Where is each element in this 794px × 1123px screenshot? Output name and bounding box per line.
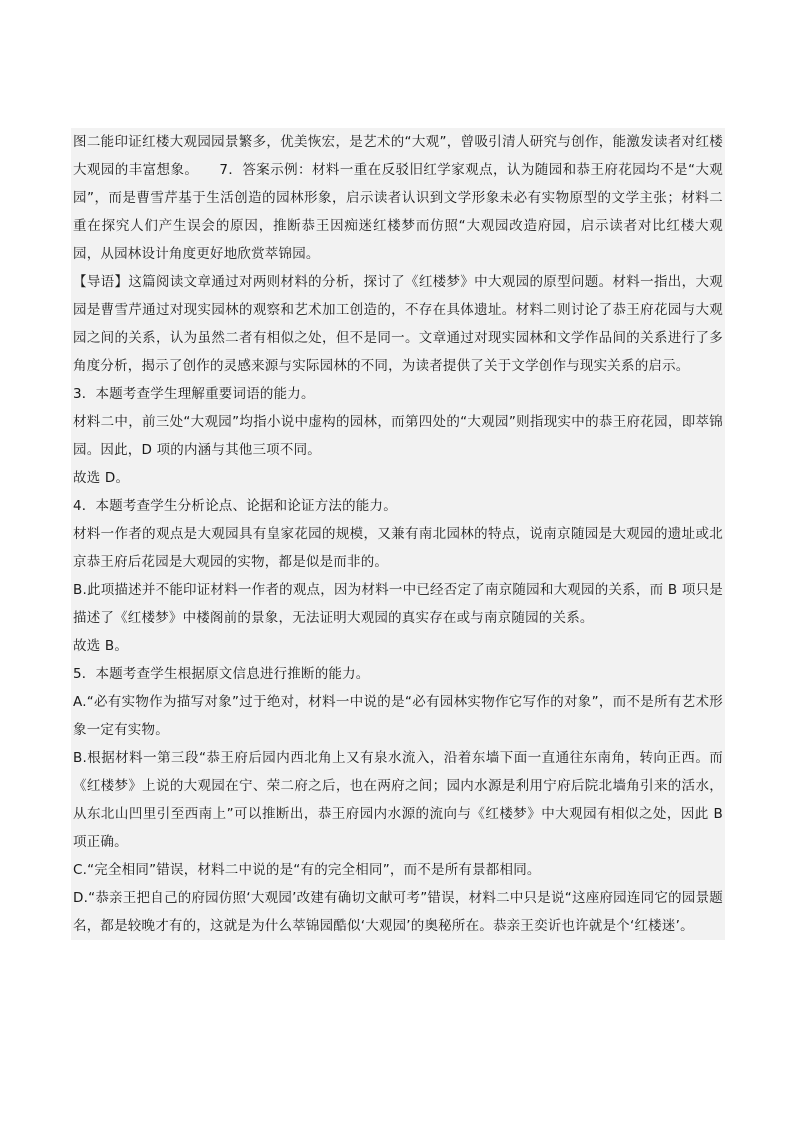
paragraph-q5-option-b: B.根据材料一第三段“恭王府后园内西北角上又有泉水流入，沿着东墙下面一直通往东南角，转向正西。而《红楼梦》上说的大观园在宁、荣二府之后，也在两府之间；园内水源是利用宁府后院北墙角引来的活水，从东北山凹里引至西南上”可以推断出，恭王府园内水源的流向与《红楼梦》中大观园有相似之处，因此 B 项正确。 <box>71 744 725 856</box>
paragraph-q3-answer: 故选 D。 <box>71 464 725 492</box>
paragraph-q5-option-d: D.“恭亲王把自己的府园仿照‘大观园’改建有确切文献可考”错误，材料二中只是说“这座府园连同它的园景题名，都是较晚才有的，这就是为什么萃锦园酷似‘大观园’的奥秘所在。恭亲王奕䜣也许就是个‘红楼迷’。 <box>71 884 725 940</box>
paragraph-q3-analysis: 材料二中，前三处“大观园”均指小说中虚构的园林，而第四处的“大观园”则指现实中的恭王府花园，即萃锦园。因此，D 项的内涵与其他三项不同。 <box>71 408 725 464</box>
guide-text: 这篇阅读文章通过对两则材料的分析，探讨了《红楼梦》中大观园的原型问题。材料一指出，大观园是曹雪芹通过对现实园林的观察和艺术加工创造的，不存在具体遗址。材料二则讨论了恭王府花园与大观园之间的关系，认为虽然二者有相似之处，但不是同一。文章通过对现实园林和文学作品间的关系进行了多角度分析，揭示了创作的灵感来源与实际园林的不同，为读者提供了关于文学创作与现实关系的启示。 <box>73 274 723 374</box>
guide-tag: 【导语】 <box>73 274 129 290</box>
paragraph-q4-answer: 故选 B。 <box>71 632 725 660</box>
paragraph-q4-heading: 4．本题考查学生分析论点、论据和论证方法的能力。 <box>71 492 725 520</box>
answer-explanation-body <box>71 128 725 940</box>
paragraph-q5-option-c: C.“完全相同”错误，材料二中说的是“有的完全相同”，而不是所有景都相同。 <box>71 856 725 884</box>
paragraph-answer-7: 图二能印证红楼大观园园景繁多，优美恢宏，是艺术的“大观”，曾吸引清人研究与创作，能激发读者对红楼大观园的丰富想象。 7．答案示例：材料一重在反驳旧红学家观点，认为随园和恭王府花园均不是“大观园”，而是曹雪芹基于生活创造的园林形象，启示读者认识到文学形象未必有实物原型的文学主张；材料二重在探究人们产生误会的原因，推断恭王因痴迷红楼梦而仿照“大观园改造府园，启示读者对比红楼大观园，从园林设计角度更好地欣赏萃锦园。 <box>71 128 725 268</box>
paragraph-q4-analysis: 材料一作者的观点是大观园具有皇家花园的规模，又兼有南北园林的特点，说南京随园是大观园的遗址或北京恭王府后花园是大观园的实物，都是似是而非的。 <box>71 520 725 576</box>
paragraph-q3-heading: 3．本题考查学生理解重要词语的能力。 <box>71 380 725 408</box>
paragraph-q4-option-b: B.此项描述并不能印证材料一作者的观点，因为材料一中已经否定了南京随园和大观园的关系，而 B 项只是描述了《红楼梦》中楼阁前的景象，无法证明大观园的真实存在或与南京随园的关系。 <box>71 576 725 632</box>
paragraph-q5-heading: 5．本题考查学生根据原文信息进行推断的能力。 <box>71 660 725 688</box>
paragraph-q5-option-a: A.“必有实物作为描写对象”过于绝对，材料一中说的是“必有园林实物作它写作的对象”，而不是所有艺术形象一定有实物。 <box>71 688 725 744</box>
paragraph-guide <box>71 268 725 380</box>
